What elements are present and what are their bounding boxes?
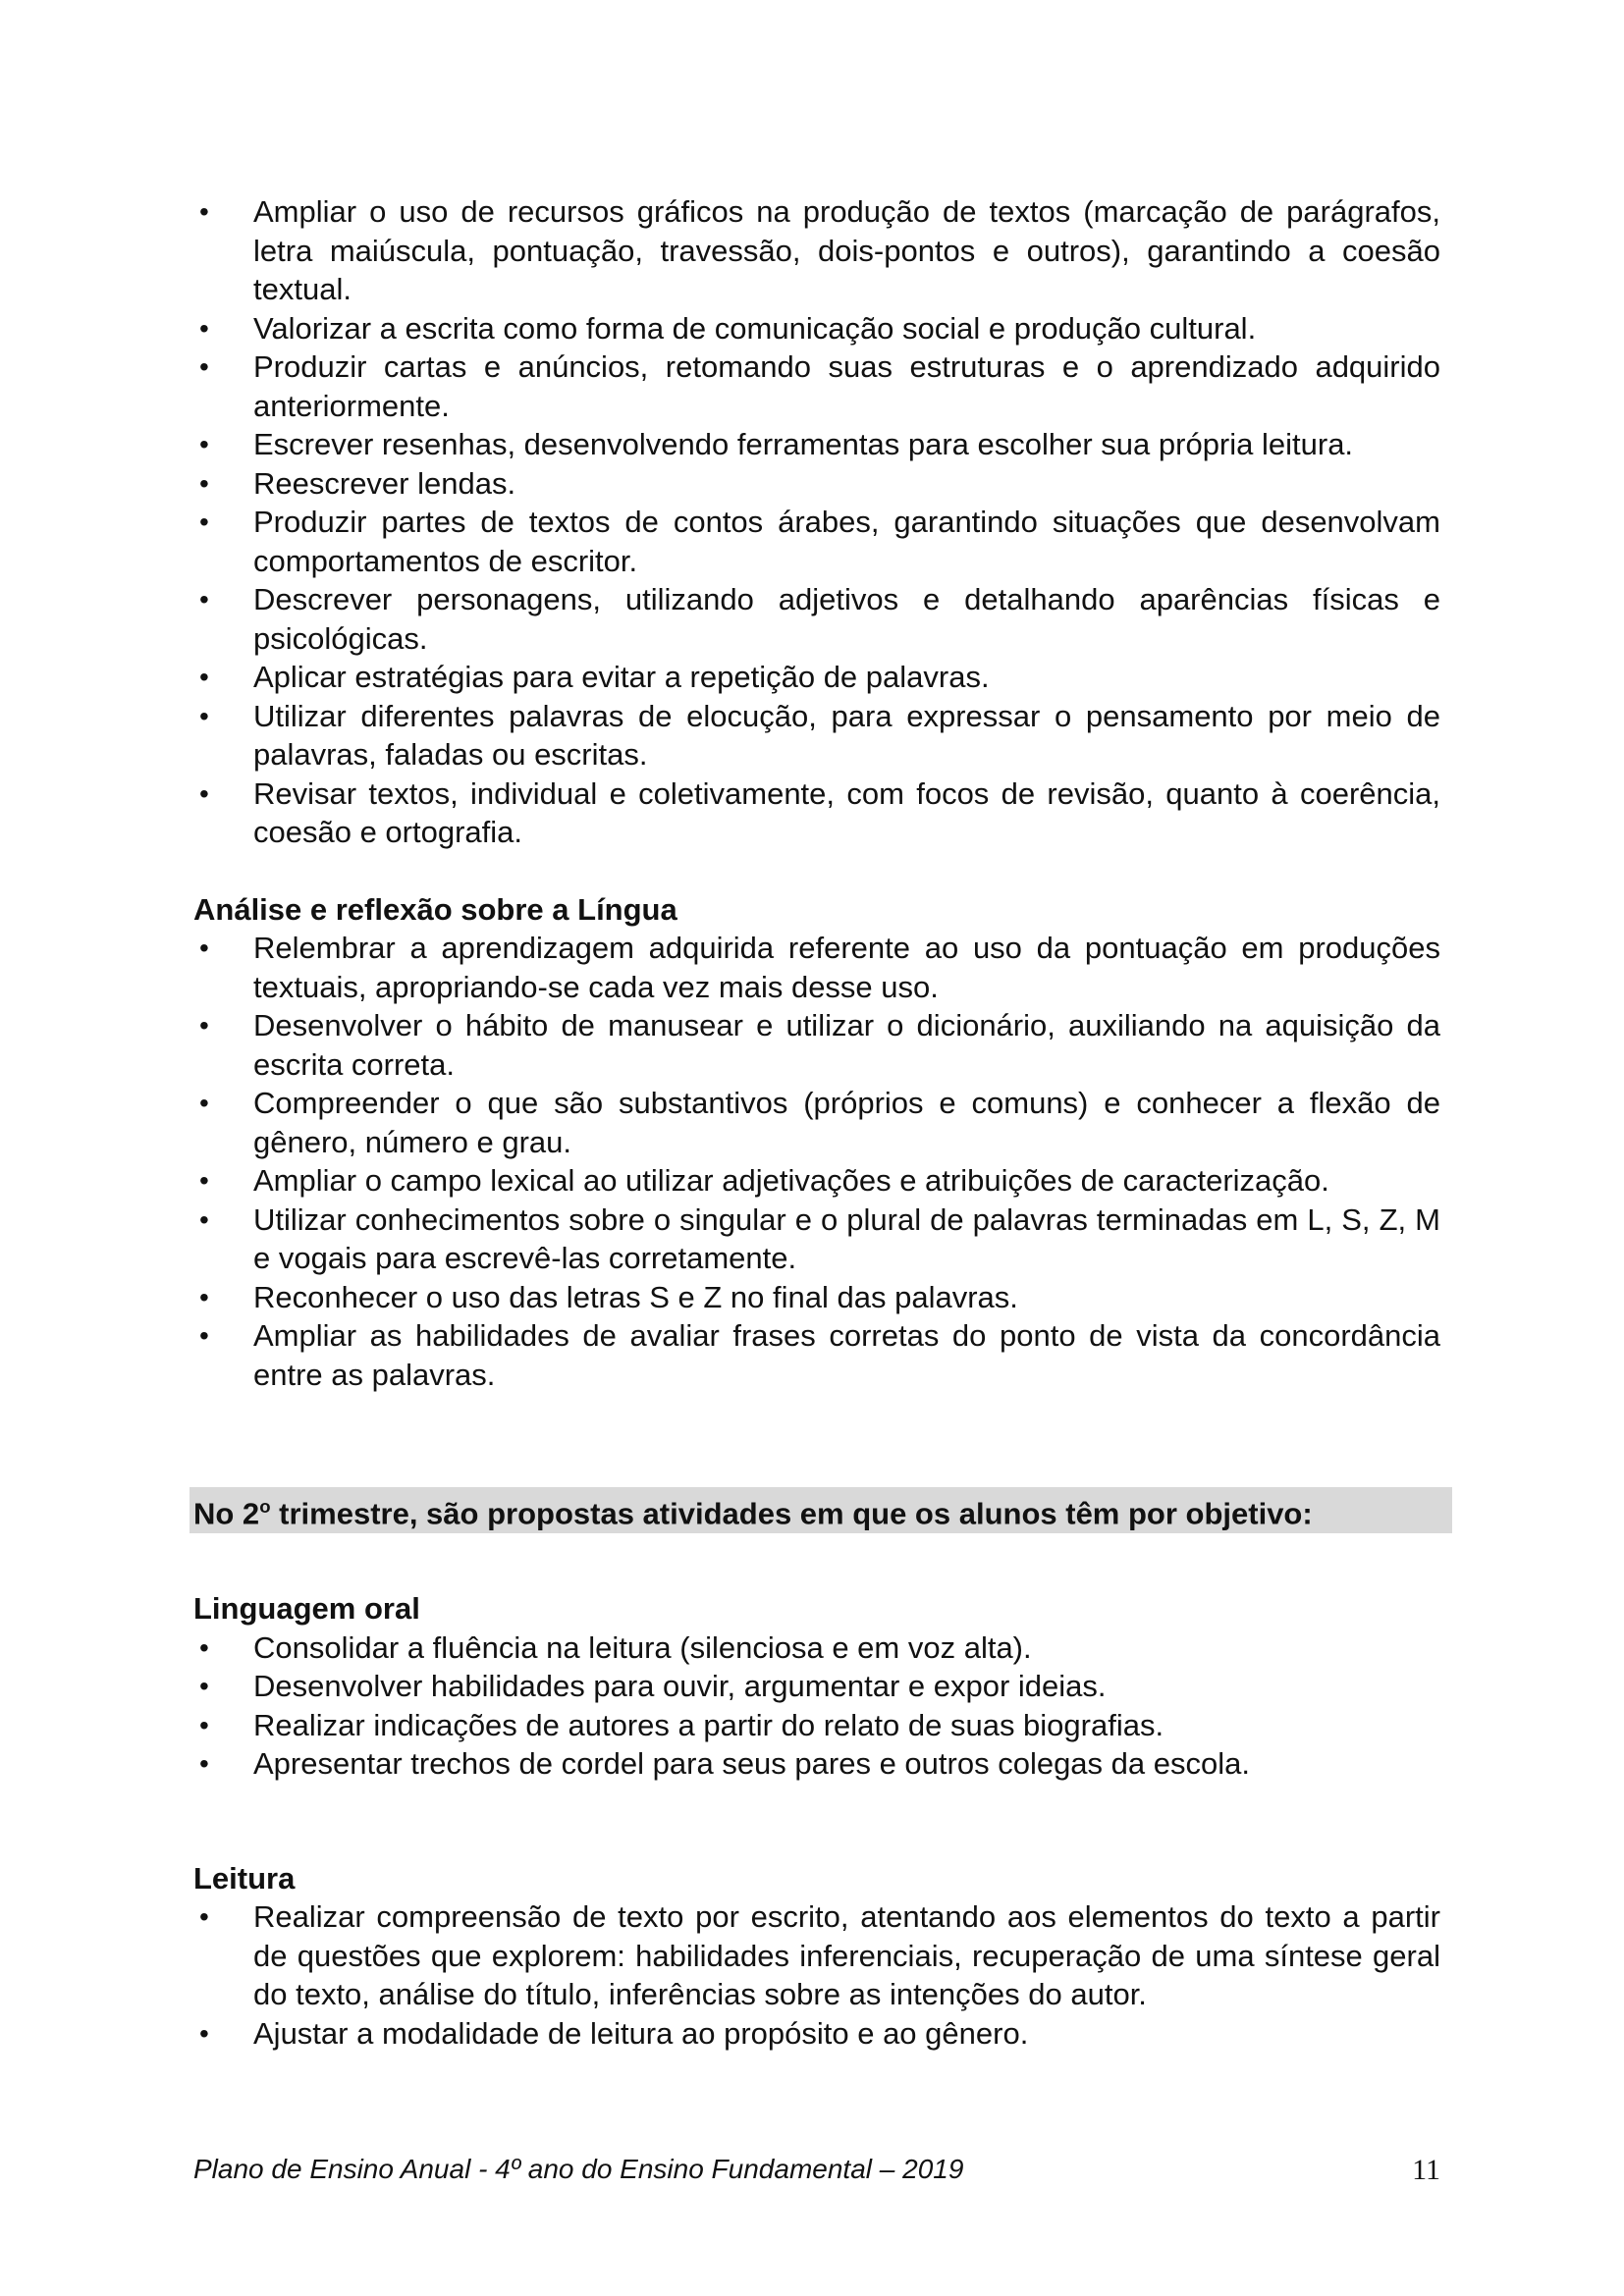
bullet-icon: • (199, 1631, 209, 1663)
list-item: • Produzir partes de textos de contos árabes, garantindo situações que desenvolvam comportamentos de escritor. (199, 505, 1440, 578)
bullet-icon: • (199, 196, 209, 227)
list-item: • Ampliar o uso de recursos gráficos na produção de textos (marcação de parágrafos, letra maiúscula, pontuação, travessão, dois-pontos e outros), garantindo a coesão textual. (199, 194, 1440, 306)
list-item: • Descrever personagens, utilizando adjetivos e detalhando aparências físicas e psicológicas. (199, 582, 1440, 656)
list-item: • Valorizar a escrita como forma de comunicação social e produção cultural. (193, 309, 1440, 348)
bullet-icon: • (199, 777, 209, 809)
list-item: • Realizar compreensão de texto por escrito, atentando aos elementos do texto a partir de questões que explorem: habilidades inferenciais, recuperação de uma síntese geral do texto, análise do título, inferências sobre as intenções do autor. (199, 1899, 1440, 2012)
leitura-list (193, 1897, 1440, 2053)
list-item: • Utilizar conhecimentos sobre o singular e o plural de palavras terminadas em L, S, Z, M e vogais para escrevê-las corretamente. (199, 1201, 1440, 1275)
bullet-icon: • (199, 351, 209, 382)
bullet-icon: • (199, 312, 209, 344)
list-item: • Relembrar a aprendizagem adquirida referente ao uso da pontuação em produções textuais, apropriando-se cada vez mais desse uso. (199, 931, 1440, 1004)
bullet-icon: • (199, 662, 209, 692)
list-item: • Produzir cartas e anúncios, retomando suas estruturas e o aprendizado adquirido anteriormente. (199, 349, 1440, 423)
oral-list (193, 1629, 1440, 1784)
bullet-icon: • (199, 429, 209, 459)
bullet-icon: • (199, 1320, 209, 1351)
list-item: • Ampliar as habilidades de avaliar frases corretas do ponto de vista da concordância entre as palavras. (199, 1318, 1440, 1392)
trimestre-banner: No 2$^o$ trimestre, são propostas atividades em que os alunos têm por objetivo: (189, 1487, 1452, 1533)
list-item: • Compreender o que são substantivos (próprios e comuns) e conhecer a flexão de gênero, número e grau. (199, 1086, 1440, 1159)
list-item: • Consolidar a fluência na leitura (silenciosa e em voz alta). (193, 1629, 1440, 1668)
bullet-icon: • (199, 2017, 209, 2049)
page-content (193, 192, 1440, 2053)
bullet-icon: • (199, 1901, 209, 1933)
leitura-heading: Leitura (193, 1860, 296, 1896)
bullet-icon: • (199, 1671, 209, 1702)
bullet-icon: • (199, 933, 209, 963)
bullet-icon: • (199, 700, 209, 731)
bullet-icon: • (199, 1281, 209, 1312)
bullet-icon: • (199, 467, 209, 499)
list-item: • Utilizar diferentes palavras de elocução, para expressar o pensamento por meio de palavras, faladas ou escritas. (199, 698, 1440, 772)
list-item: • Aplicar estratégias para evitar a repetição de palavras. (193, 658, 1440, 697)
footer-title: Plano de Ensino Anual - 4º ano do Ensino Fundamental – 2019 (193, 2154, 964, 2184)
list-item: • Desenvolver habilidades para ouvir, argumentar e expor ideias. (193, 1667, 1440, 1706)
analise-list (193, 929, 1440, 1394)
list-item: • Reescrever lendas. (193, 464, 1440, 504)
list-item: • Apresentar trechos de cordel para seus pares e outros colegas da escola. (193, 1744, 1440, 1784)
list-item: • Revisar textos, individual e coletivamente, com focos de revisão, quanto à coerência, coesão e ortografia. (199, 775, 1440, 849)
list-item: • Ampliar o campo lexical ao utilizar adjetivações e atribuições de caracterização. (193, 1161, 1440, 1201)
page-number: 11 (1412, 2154, 1440, 2186)
bullet-icon: • (199, 1088, 209, 1118)
bullet-icon: • (199, 1010, 209, 1041)
page-footer (193, 2154, 1440, 2185)
list-item: • Realizar indicações de autores a partir do relato de suas biografias. (193, 1706, 1440, 1745)
bullet-icon: • (199, 1709, 209, 1740)
list-item: • Desenvolver o hábito de manusear e utilizar o dicionário, auxiliando na aquisição da escrita correta. (199, 1008, 1440, 1082)
list-item: • Reconhecer o uso das letras S e Z no final das palavras. (193, 1278, 1440, 1317)
list-item: • Ajustar a modalidade de leitura ao propósito e ao gênero. (193, 2014, 1440, 2054)
oral-heading: Linguagem oral (193, 1591, 420, 1627)
bullet-icon: • (199, 1748, 209, 1780)
bullet-icon: • (199, 1165, 209, 1196)
bullet-icon: • (199, 584, 209, 614)
list-item: • Escrever resenhas, desenvolvendo ferramentas para escolher sua própria leitura. (193, 425, 1440, 464)
writing-objectives-list (193, 192, 1440, 852)
analise-heading: Análise e reflexão sobre a Língua (193, 891, 677, 927)
bullet-icon: • (199, 507, 209, 537)
bullet-icon: • (199, 1203, 209, 1235)
